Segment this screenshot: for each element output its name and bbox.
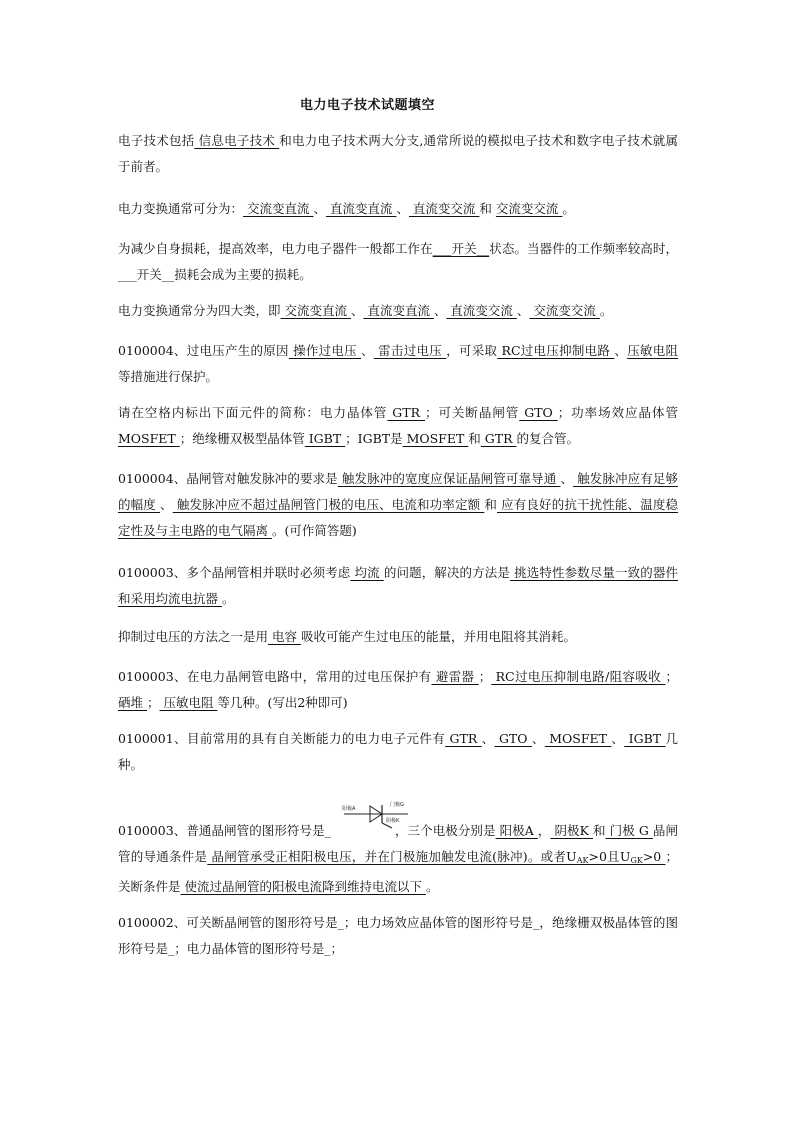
answer-blank: 阳极A	[495, 823, 538, 838]
answer-blank: 门极 G	[605, 823, 653, 838]
answer-blank: GTO	[519, 405, 558, 420]
answer-blank: 压敏电阻	[627, 343, 678, 358]
paragraph-3: 为减少自身损耗，提高效率，电力电子器件一般都工作在___开关__状态。当器件的工作频率较高时，___开关__损耗会成为主要的损耗。	[118, 241, 678, 282]
answer-blank: 交流变交流	[495, 201, 563, 216]
answer-blank: ___开关__	[432, 241, 490, 256]
answer-blank: 交流变直流	[243, 201, 314, 216]
answer-blank: 应有良好的抗干扰性能、温度稳定性及与主电路的电气隔离	[118, 497, 678, 538]
answer-blank: IGBT	[304, 431, 346, 446]
answer-blank: RC过电压抑制电路/阻容吸收	[491, 669, 666, 684]
paragraph-8: 0100003、多个晶闸管相并联时必须考虑 均流 的问题，解决的方法是 挑选特性参数尽量一致的器件和采用均流电抗器 。	[118, 565, 678, 606]
symbol-gate-label: 门极G	[390, 802, 404, 808]
answer-blank: 压敏电阻	[159, 695, 218, 710]
answer-blank: 操作过电压	[288, 343, 362, 358]
answer-blank: 避雷器	[431, 669, 479, 684]
answer-blank: 使流过晶闸管的阳极电流降到维持电流以下	[180, 879, 426, 894]
answer-blank: 直流变直流	[325, 201, 397, 216]
answer-blank: 挑选特性参数尽量一致的器件和采用均流电抗器	[118, 565, 678, 606]
answer-blank: 直流变交流	[408, 201, 480, 216]
answer-blank: MOSFET	[118, 431, 180, 446]
paragraph-7: 0100004、晶闸管对触发脉冲的要求是 触发脉冲的宽度应保证晶闸管可靠导通 、 触发脉冲应有足够的幅度 、 触发脉冲应不超过晶闸管门极的电压、电流和功率定额 和 应有良好的抗干扰性能、温度稳定性及与主电路的电气隔离 。(可作简答题)	[118, 471, 678, 538]
answer-blank: RC过电压抑制电路	[497, 343, 615, 358]
answer-blank: 直流变直流	[363, 303, 434, 318]
paragraph-5: 0100004、过电压产生的原因 操作过电压 、 雷击过电压 ，可采取 RC过电压抑制电路 、压敏电阻 等措施进行保护。	[118, 343, 678, 384]
answer-blank: 交流变直流	[280, 303, 351, 318]
symbol-cathode-label: 阴极K	[386, 818, 400, 824]
answer-blank: 阴极K	[550, 823, 594, 838]
answer-blank: 晶闸管承受正相阳极电压，并在门极施加触发电流(脉冲)。或者$U_{AK}>0$且$U_{GK}>0$	[207, 849, 666, 865]
answer-blank: 交流变交流	[529, 303, 600, 318]
answer-blank: GTR	[387, 405, 425, 420]
paragraph-12: 0100003、普通晶闸管的图形符号是_ ，三个电极分别是 阳极A ， 阴极K 和 门极 G 晶闸管的导通条件是 晶闸管承受正相阳极电压，并在门极施加触发电流(脉冲)。或者$U_{AK}>0$且$U_{GK}>0$ ；关断条件是 使流过晶闸管的阳极电流降到维持电流以下 。	[118, 823, 678, 894]
answer-blank: IGBT	[624, 731, 666, 746]
answer-blank: GTR	[480, 431, 517, 446]
answer-blank: GTO	[494, 731, 532, 746]
paragraph-1: 电子技术包括 信息电子技术 和电力电子技术两大分支,通常所说的模拟电子技术和数字电子技术就属于前者。	[118, 133, 678, 174]
page-title: 电力电子技术试题填空	[300, 98, 436, 113]
answer-blank: GTR	[445, 731, 482, 746]
answer-blank: 雷击过电压	[373, 343, 447, 358]
paragraph-6: 请在空格内标出下面元件的简称：电力晶体管 GTR ；可关断晶闸管 GTO ；功率场效应晶体管 MOSFET ；绝缘栅双极型晶体管 IGBT ；IGBT是 MOSFET 和 GTR 的复合管。	[118, 405, 678, 446]
paragraph-11: 0100001、目前常用的具有自关断能力的电力电子元件有 GTR 、 GTO 、 MOSFET 、 IGBT 几种。	[118, 731, 678, 772]
symbol-anode-label: 阳极A	[342, 806, 356, 812]
answer-blank: MOSFET	[544, 731, 612, 746]
paragraph-9: 抑制过电压的方法之一是用 电容 吸收可能产生过电压的能量，并用电阻将其消耗。	[118, 629, 576, 644]
answer-blank: 触发脉冲的宽度应保证晶闸管可靠导通	[337, 471, 561, 486]
answer-blank: 直流变交流	[446, 303, 517, 318]
paragraph-4: 电力变换通常分为四大类，即 交流变直流 、 直流变直流 、 直流变交流 、 交流变交流 。	[118, 303, 613, 318]
answer-blank: 硒堆	[118, 695, 147, 710]
paragraph-13: 0100002、可关断晶闸管的图形符号是_；电力场效应晶体管的图形符号是_，绝缘栅双极晶体管的图形符号是_；电力晶体管的图形符号是_；	[118, 915, 678, 956]
paragraph-2: 电力变换通常可分为： 交流变直流 、 直流变直流 、 直流变交流 和 交流变交流 。	[118, 201, 575, 216]
answer-blank: 电容	[268, 629, 301, 644]
answer-blank: 信息电子技术	[194, 133, 280, 148]
paragraph-10: 0100003、在电力晶闸管电路中，常用的过电压保护有 避雷器 ； RC过电压抑制电路/阻容吸收 ； 硒堆 ； 压敏电阻 等几种。(写出2种即可)	[118, 669, 679, 710]
answer-blank: 触发脉冲应有足够的幅度	[118, 471, 678, 512]
answer-blank: 触发脉冲应不超过晶闸管门极的电压、电流和功率定额	[172, 497, 485, 512]
answer-blank: 均流	[350, 565, 384, 580]
answer-blank: MOSFET	[402, 431, 469, 446]
